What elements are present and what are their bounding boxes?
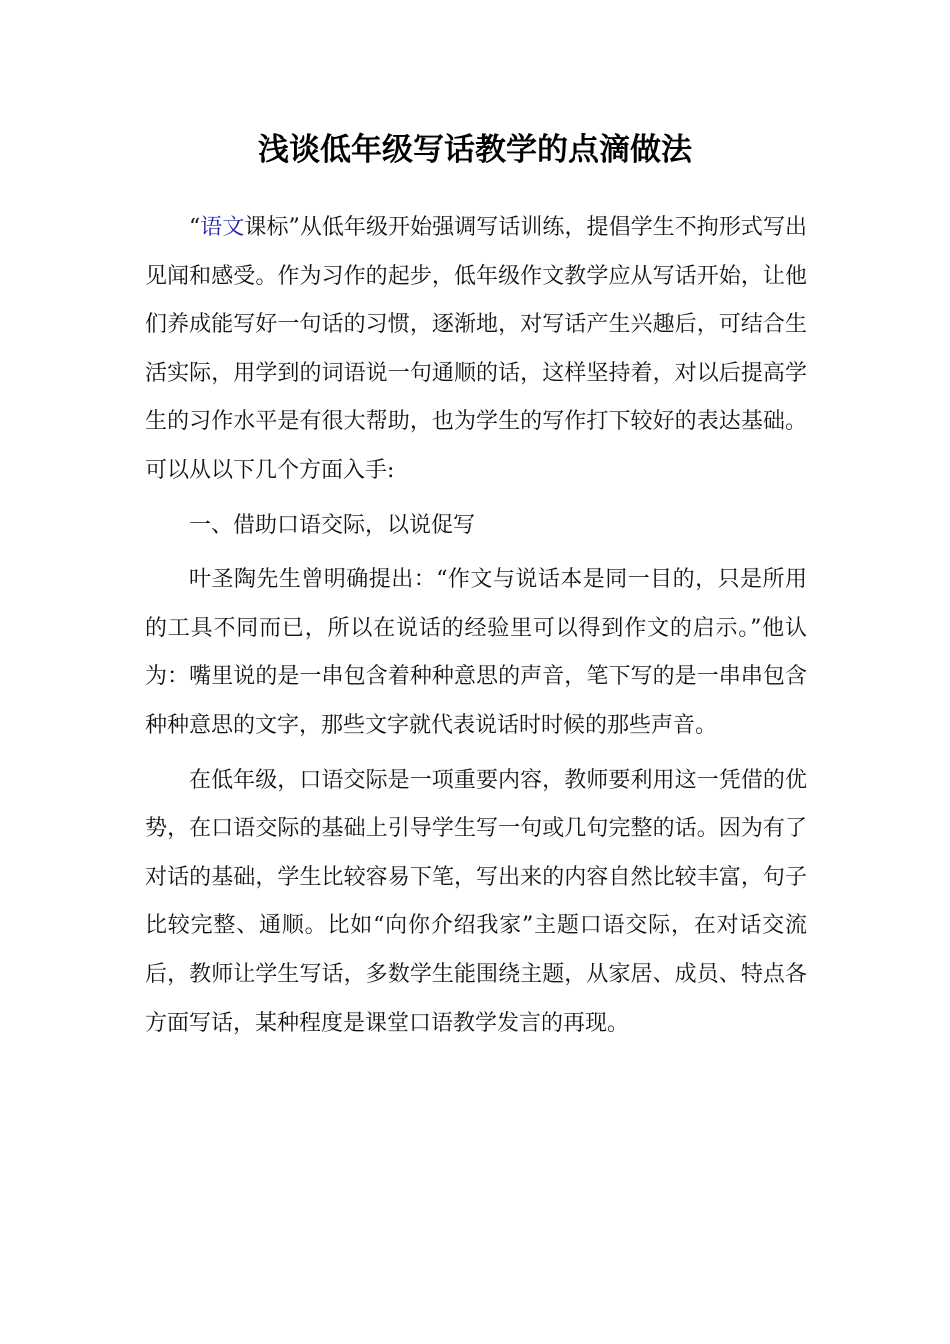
intro-quote-open: “ <box>189 215 201 240</box>
document-title: 浅谈低年级写话教学的点滴做法 <box>258 132 692 168</box>
document-body <box>145 204 807 1048</box>
intro-paragraph <box>145 204 807 496</box>
body-paragraph-1: 叶圣陶先生曾明确提出：“作文与说话本是同一目的，只是所用的工具不同而已，所以在说话的经验里可以得到作文的启示。”他认为：嘴里说的是一串包含着种种意思的声音，笔下写的是一串串包含种种意思的文字，那些文字就代表说话时时候的那些声音。 <box>145 567 807 738</box>
body-paragraph-2: 在低年级，口语交际是一项重要内容，教师要利用这一凭借的优势，在口语交际的基础上引导学生写一句或几句完整的话。因为有了对话的基础，学生比较容易下笔，写出来的内容自然比较丰富，句子比较完整、通顺。比如“向你介绍我家”主题口语交际，在对话交流后，教师让学生写话，多数学生能围绕主题，从家居、成员、特点各方面写话，某种程度是课堂口语教学发言的再现。 <box>145 767 807 1036</box>
yuwen-link[interactable]: 语文 <box>200 215 245 240</box>
section-heading: 一、借助口语交际，以说促写 <box>189 512 476 538</box>
intro-text: 课标”从低年级开始强调写话训练，提倡学生不拘形式写出见闻和感受。作为习作的起步，低年级作文教学应从写话开始，让他们养成能写好一句话的习惯，逐渐地，对写话产生兴趣后，可结合生活实际，用学到的词语说一句通顺的话，这样坚持着，对以后提高学生的习作水平是有很大帮助，也为学生的写作打下较好的表达基础。可以从以下几个方面入手: <box>145 215 807 483</box>
